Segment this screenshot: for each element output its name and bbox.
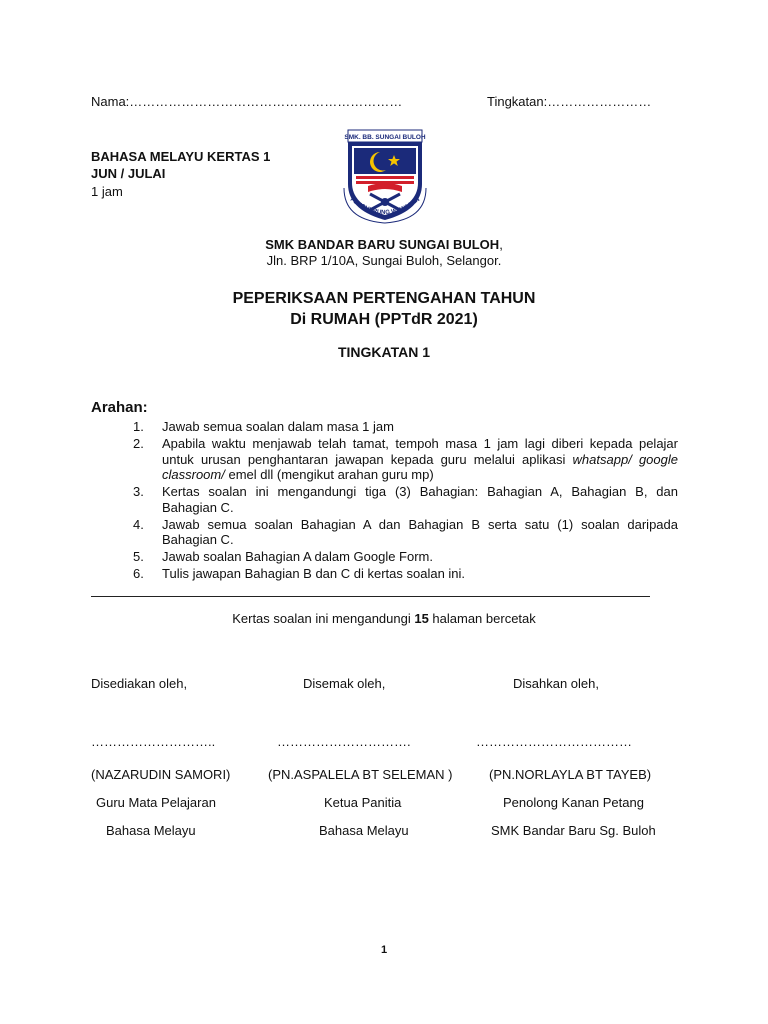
school-name: SMK BANDAR BARU SUNGAI BULOH, [265,237,503,252]
crest-motto-text: PENGHURUNG WAWASAN [348,196,422,217]
instruction-item: 2. Apabila waktu menjawab telah tamat, tempoh masa 1 jam lagi diberi kepada pelajar untuk urusan penghantaran jawapan kepada guru melalui aplikasi whatsapp/ google classroom/ emel dll (mengikut arahan guru mp) [133,436,678,482]
subject-month: JUN / JULAI [91,166,166,181]
signature-line: ……………………………… [476,734,632,749]
instruction-item: 1. Jawab semua soalan dalam masa 1 jam [133,419,394,434]
school-crest-logo [340,128,430,224]
instructions-heading: Arahan: [91,399,148,416]
section-divider [91,596,650,597]
instructions-list [133,419,678,583]
tingkatan-field-line: Tingkatan:…………………… [487,94,652,109]
instruction-item: 5. Jawab soalan Bahagian A dalam Google Form. [133,549,434,564]
exam-title-line2: Di RUMAH (PPTdR 2021) [290,311,478,328]
signatory-dept: SMK Bandar Baru Sg. Buloh [491,823,656,838]
signatory-label: Disemak oleh, [303,676,386,691]
signatory-name: (PN.NORLAYLA BT TAYEB) [489,767,652,782]
signatory-dept: Bahasa Melayu [106,823,196,838]
nama-field-line: Nama:……………………………………………………… [91,94,403,109]
signatory-name: (NAZARUDIN SAMORI) [91,767,231,782]
instruction-item: 4. Jawab semua soalan Bahagian A dan Bahagian B serta satu (1) soalan daripada Bahagian C. [133,516,678,547]
signatory-position: Penolong Kanan Petang [503,795,644,810]
subject-duration: 1 jam [91,184,123,199]
signatory-dept: Bahasa Melayu [319,823,409,838]
signature-line: ……………………….. [91,734,216,749]
signatory-position: Ketua Panitia [324,795,402,810]
exam-title-line1: PEPERIKSAAN PERTENGAHAN TAHUN [232,290,536,307]
signatory-name: (PN.ASPALELA BT SELEMAN ) [268,767,453,782]
signature-line: …………………………. [277,734,411,749]
subject-title: BAHASA MELAYU KERTAS 1 [91,149,271,164]
signatory-position: Guru Mata Pelajaran [96,795,216,810]
school-address: Jln. BRP 1/10A, Sungai Buloh, Selangor. [266,253,502,268]
signatory-label: Disediakan oleh, [91,676,188,691]
form-level: TINGKATAN 1 [337,344,431,360]
signatory-label: Disahkan oleh, [513,676,599,691]
instruction-item: 3. Kertas soalan ini mengandungi tiga (3) Bahagian: Bahagian A, Bahagian B, dan Bahagian C. [133,484,678,515]
instruction-item: 6. Tulis jawapan Bahagian B dan C di kertas soalan ini. [133,566,466,581]
page-count-note: Kertas soalan ini mengandungi 15 halaman bercetak [232,611,536,626]
page-number: 1 [380,944,388,956]
crest-top-text: SMK. BB. SUNGAI BULOH [344,134,426,141]
